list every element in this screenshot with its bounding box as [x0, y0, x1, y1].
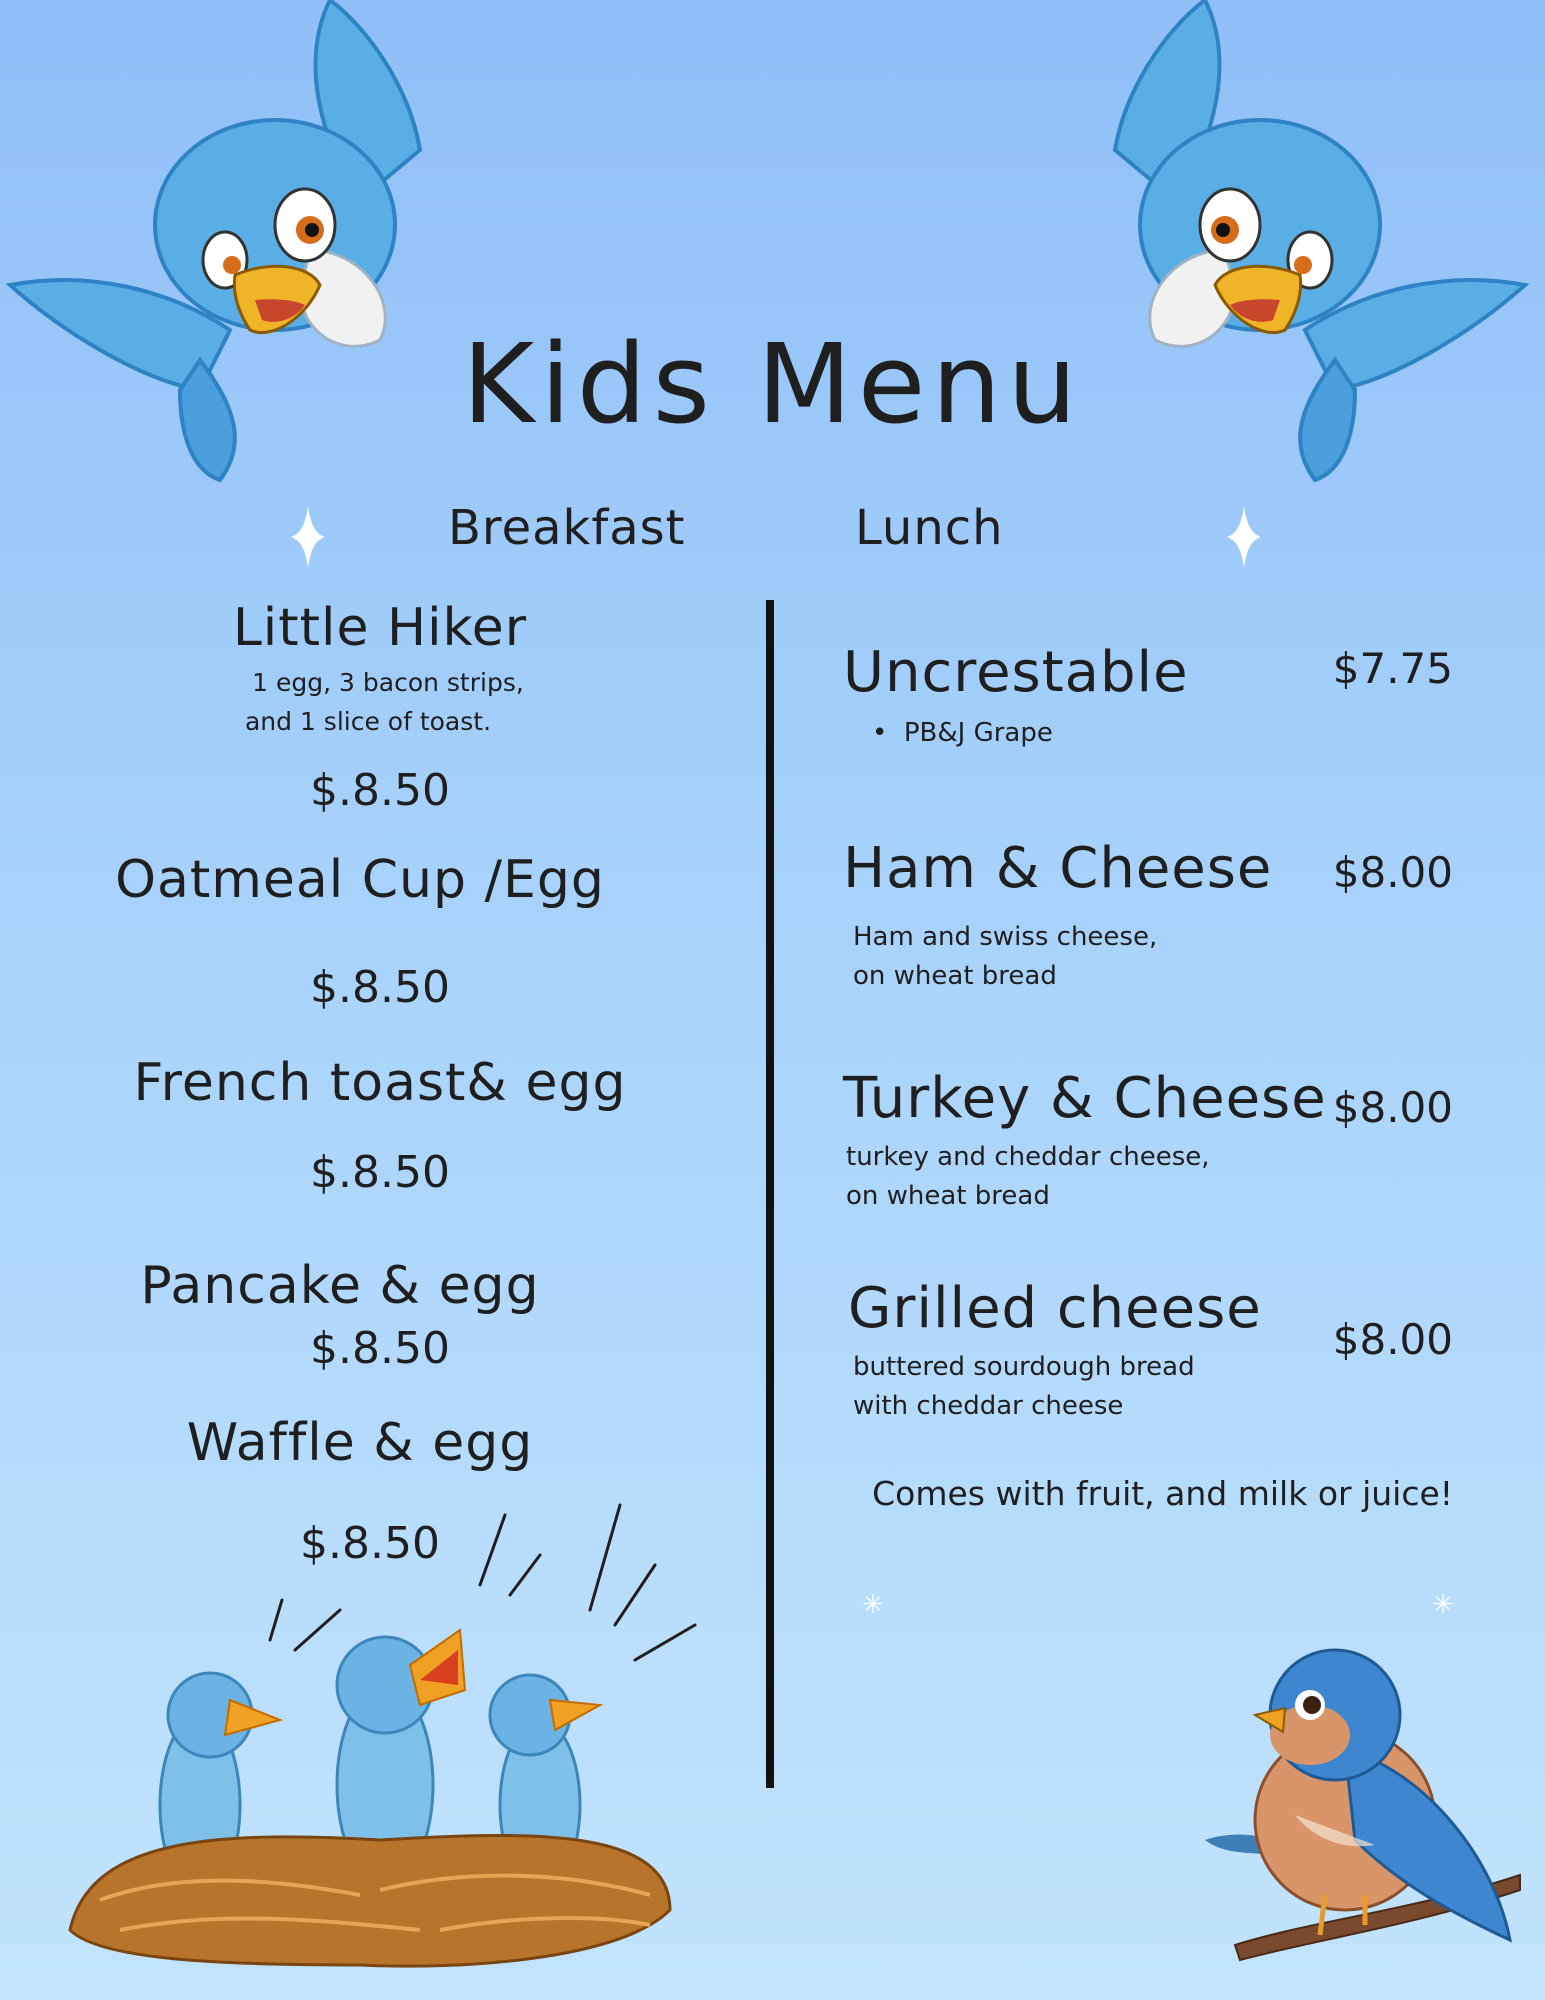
lunch-item-name: Grilled cheese — [848, 1276, 1262, 1341]
breakfast-item-name: French toast& egg — [133, 1053, 627, 1113]
column-divider — [766, 600, 774, 1788]
breakfast-item-name: Oatmeal Cup /Egg — [115, 850, 605, 910]
lunch-item-name: Turkey & Cheese — [843, 1066, 1327, 1131]
breakfast-item-price: $.8.50 — [310, 1323, 450, 1374]
lunch-item-name: Uncrestable — [843, 640, 1189, 705]
breakfast-item-desc: and 1 slice of toast. — [244, 707, 492, 736]
nest-with-chicks-icon — [60, 1500, 700, 1970]
sparkle-right-icon — [1227, 506, 1261, 568]
perched-bird-icon — [1195, 1640, 1525, 1970]
snowflake-left-icon: ✳ — [862, 1590, 884, 1620]
lunch-item-bullet — [872, 714, 1053, 753]
lunch-item-desc: with cheddar cheese — [853, 1391, 1124, 1421]
lunch-item-price: $8.00 — [1332, 1083, 1453, 1132]
breakfast-heading: Breakfast — [448, 500, 686, 556]
lunch-item-desc: Ham and swiss cheese, — [853, 922, 1158, 952]
breakfast-item-name: Waffle & egg — [186, 1413, 534, 1473]
breakfast-item-price: $.8.50 — [310, 765, 450, 816]
page-title: Kids Menu — [462, 320, 1083, 448]
lunch-item-desc: on wheat bread — [846, 1181, 1050, 1211]
breakfast-item-name: Little Hiker — [232, 598, 528, 658]
bullet-icon: • — [872, 718, 888, 748]
snowflake-right-icon: ✳ — [1432, 1590, 1454, 1620]
breakfast-item-desc: 1 egg, 3 bacon strips, — [252, 668, 524, 697]
lunch-item-price: $8.00 — [1332, 848, 1453, 897]
lunch-item-bullet-text: PB&J Grape — [903, 718, 1053, 748]
lunch-item-desc: turkey and cheddar cheese, — [846, 1142, 1210, 1172]
lunch-item-desc: buttered sourdough bread — [853, 1352, 1195, 1382]
lunch-item-price: $8.00 — [1332, 1315, 1453, 1364]
sparkle-left-icon — [291, 506, 325, 568]
lunch-item-desc: on wheat bread — [853, 961, 1057, 991]
lunch-item-name: Ham & Cheese — [843, 836, 1273, 901]
breakfast-item-name: Pancake & egg — [140, 1256, 540, 1316]
lunch-item-price: $7.75 — [1332, 644, 1453, 693]
menu-note: Comes with fruit, and milk or juice! — [872, 1474, 1453, 1513]
breakfast-item-price: $.8.50 — [310, 1147, 450, 1198]
breakfast-item-price: $.8.50 — [300, 1518, 440, 1569]
lunch-heading: Lunch — [855, 500, 1004, 556]
breakfast-item-price: $.8.50 — [310, 962, 450, 1013]
